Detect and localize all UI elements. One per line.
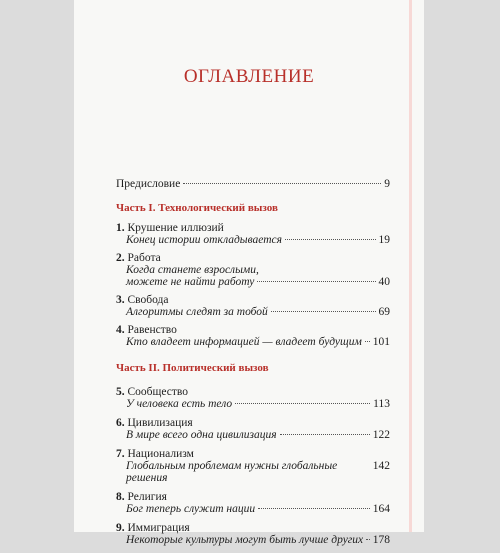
table-of-contents [116,178,390,553]
toc-entry[interactable] [116,324,390,348]
chapter-title: Равенство [127,324,177,336]
chapter-subtitle-row [116,429,390,441]
leader-dots [365,341,370,342]
leader-dots [235,403,370,404]
part-2-entries [116,386,390,546]
chapter-subtitle: Бог теперь служит нации [126,503,256,515]
chapter-subtitle-row [116,398,390,410]
chapter-subtitle-row [116,460,390,484]
toc-entry[interactable] [116,417,390,441]
chapter-subtitle-row [116,276,390,288]
entry-heading [116,417,390,429]
chapter-number: 7. [116,448,125,460]
chapter-title: Сообщество [127,386,188,398]
leader-dots [258,508,370,509]
chapter-number: 5. [116,386,125,398]
chapter-subtitle-row [116,234,390,246]
page-number: 142 [372,460,390,472]
entry-heading [116,386,390,398]
entry-heading [116,252,390,264]
toc-entry-preface[interactable] [116,178,390,190]
entry-heading [116,448,390,460]
part-heading-2: Часть II. Политический вызов [116,362,269,374]
chapter-number: 8. [116,491,125,503]
entry-heading [116,294,390,306]
part-heading-1: Часть I. Технологический вызов [116,202,278,214]
chapter-number: 4. [116,324,125,336]
leader-dots [257,281,375,282]
chapter-title: Цивилизация [127,417,193,429]
toc-entry[interactable] [116,522,390,546]
chapter-subtitle: Алгоритмы следят за тобой [126,306,268,318]
toc-entry[interactable] [116,294,390,318]
chapter-subtitle-row [116,306,390,318]
toc-entry[interactable] [116,448,390,484]
chapter-subtitle: можете не найти работу [126,276,255,288]
chapter-subtitle: В мире всего одна цивилизация [126,429,277,441]
chapter-number: 1. [116,222,125,234]
chapter-subtitle: У человека есть тело [126,398,233,410]
page-number: 113 [373,398,390,410]
chapter-subtitle: Кто владеет информацией — владеет будущим [126,336,362,348]
leader-dots [183,183,381,184]
chapter-subtitle-row [116,503,390,515]
toc-entry[interactable] [116,386,390,410]
preface-label: Предисловие [116,178,181,190]
book-page [74,0,424,546]
page-number: 164 [372,503,390,515]
page-number: 69 [378,306,390,318]
chapter-subtitle: Глобальным проблемам нужны глобальные решения [126,460,338,484]
entry-heading [116,324,390,336]
entry-heading [116,222,390,234]
page-number: 122 [372,429,390,441]
chapter-title: Работа [127,252,161,264]
chapter-title: Национализм [127,448,194,460]
leader-dots [280,434,370,435]
page-number: 101 [372,336,390,348]
chapter-number: 3. [116,294,125,306]
chapter-title: Крушение иллюзий [127,222,224,234]
page-number: 19 [378,234,390,246]
chapter-title: Свобода [127,294,169,306]
toc-entry[interactable] [116,222,390,246]
leader-dots [366,539,370,540]
chapter-number: 2. [116,252,125,264]
page-number: 40 [378,276,390,288]
entry-heading [116,491,390,503]
preface-page: 9 [384,178,390,190]
chapter-number: 6. [116,417,125,429]
chapter-subtitle-row [116,534,390,546]
toc-title: ОГЛАВЛЕНИЕ [183,66,315,87]
chapter-subtitle-line: Когда станете взрослыми, [126,264,259,276]
page-number: 178 [372,534,390,546]
chapter-title: Религия [127,491,167,503]
chapter-number: 9. [116,522,125,534]
leader-dots [271,311,376,312]
chapter-subtitle: Некоторые культуры могут быть лучше других [126,534,364,546]
toc-entry[interactable] [116,252,390,288]
part-1-entries [116,222,390,348]
chapter-title: Иммиграция [127,522,190,534]
chapter-subtitle: Конец истории откладывается [126,234,282,246]
toc-entry[interactable] [116,491,390,515]
chapter-subtitle-row [116,336,390,348]
entry-heading [116,522,390,534]
leader-dots [285,239,376,240]
